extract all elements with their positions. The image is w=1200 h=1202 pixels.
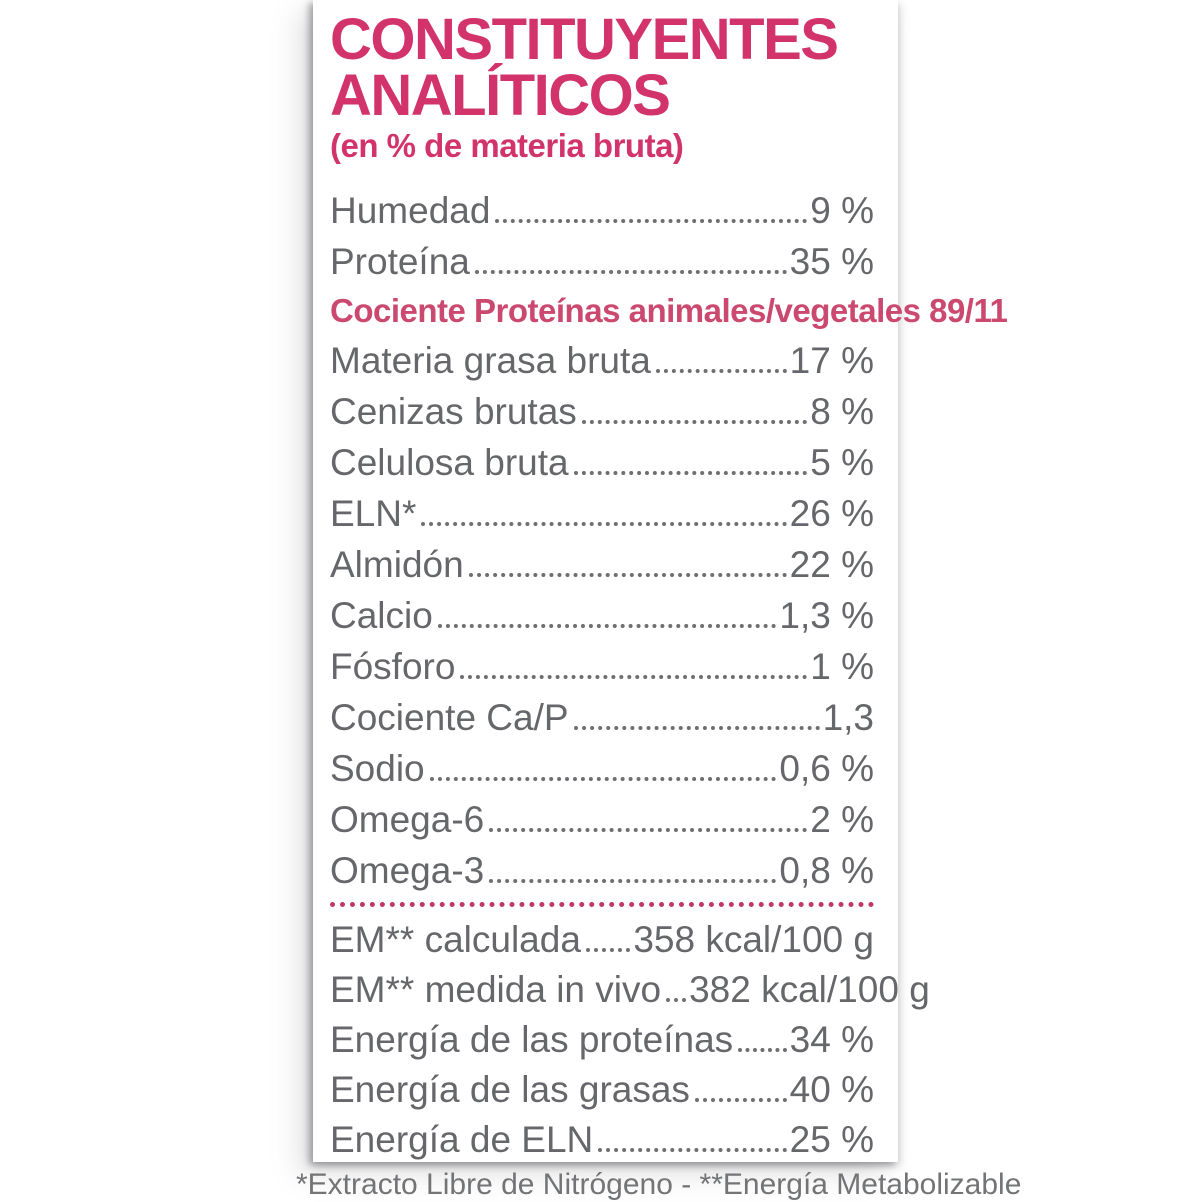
analytical-constituents-panel <box>313 0 1008 1162</box>
row-value: 0,6 % <box>779 748 874 789</box>
analysis-row <box>330 748 874 790</box>
dotted-leader <box>656 369 787 373</box>
dotted-leader <box>582 420 807 424</box>
dotted-leader <box>438 624 777 628</box>
rows-group-energy <box>330 919 930 1161</box>
protein-ratio-note: Cociente Proteínas animales/vegetales 89/11 <box>330 292 1008 329</box>
analysis-row <box>330 1019 874 1061</box>
row-label: Calcio <box>330 595 433 636</box>
dotted-leader <box>574 471 808 475</box>
analysis-row <box>330 1069 874 1111</box>
row-value: 5 % <box>810 442 874 483</box>
row-label: Sodio <box>330 748 425 789</box>
row-label: Celulosa bruta <box>330 442 569 483</box>
row-label: EM** medida in vivo <box>330 969 662 1010</box>
analysis-row <box>330 595 874 637</box>
row-label: Omega-6 <box>330 799 485 840</box>
analysis-row <box>330 697 874 739</box>
analysis-row <box>330 190 874 232</box>
page-title <box>330 7 874 128</box>
dotted-leader <box>738 1048 787 1052</box>
row-label: Humedad <box>330 190 491 231</box>
analysis-row <box>330 544 874 586</box>
page-title-line1: CONSTITUYENTES <box>330 7 838 72</box>
analysis-row <box>330 391 874 433</box>
row-label: Energía de ELN <box>330 1119 594 1160</box>
row-label: Cociente Ca/P <box>330 697 569 738</box>
row-value: 2 % <box>810 799 874 840</box>
analysis-row <box>330 340 874 382</box>
dotted-leader <box>460 675 807 679</box>
row-value: 358 kcal/100 g <box>633 919 874 960</box>
analysis-row <box>330 969 930 1011</box>
dotted-leader <box>489 879 776 883</box>
analysis-row <box>330 1119 874 1161</box>
row-label: Energía de las proteínas <box>330 1019 734 1060</box>
row-label: Energía de las grasas <box>330 1069 690 1110</box>
row-value: 22 % <box>789 544 874 585</box>
row-label: Omega-3 <box>330 850 485 891</box>
row-value: 35 % <box>789 241 874 282</box>
rows-group-main <box>330 340 874 892</box>
row-value: 0,8 % <box>779 850 874 891</box>
dotted-leader <box>421 522 786 526</box>
row-value: 17 % <box>789 340 874 381</box>
analysis-row <box>330 442 874 484</box>
dotted-leader <box>469 573 787 577</box>
row-label: Proteína <box>330 241 470 282</box>
row-value: 40 % <box>789 1069 874 1110</box>
row-value: 9 % <box>810 190 874 231</box>
dotted-leader <box>598 1148 786 1152</box>
analysis-row <box>330 493 874 535</box>
row-value: 34 % <box>789 1019 874 1060</box>
row-value: 1,3 <box>822 697 874 738</box>
row-value: 1 % <box>810 646 874 687</box>
row-value: 26 % <box>789 493 874 534</box>
row-label: Fósforo <box>330 646 456 687</box>
row-label: ELN* <box>330 493 417 534</box>
analysis-row <box>330 799 874 841</box>
dotted-leader <box>666 998 686 1002</box>
dotted-leader <box>430 777 777 781</box>
row-value: 1,3 % <box>779 595 874 636</box>
dotted-leader <box>574 726 820 730</box>
footnote: *Extracto Libre de Nitrógeno - **Energía Metabolizable <box>296 1168 1022 1201</box>
analysis-row <box>330 646 874 688</box>
row-value: 25 % <box>789 1119 874 1160</box>
page-subtitle: (en % de materia bruta) <box>330 127 684 164</box>
page-title-line2: ANALÍTICOS <box>330 63 670 128</box>
dotted-leader <box>495 219 807 223</box>
row-label: Materia grasa bruta <box>330 340 651 381</box>
analysis-row <box>330 919 874 961</box>
row-label: EM** calculada <box>330 919 581 960</box>
dotted-leader <box>586 948 630 952</box>
pink-dotted-divider <box>330 902 874 907</box>
row-value: 8 % <box>810 391 874 432</box>
rows-group-top <box>330 190 874 283</box>
analysis-row <box>330 241 874 283</box>
analysis-row <box>330 850 874 892</box>
row-label: Almidón <box>330 544 464 585</box>
row-label: Cenizas brutas <box>330 391 577 432</box>
row-value: 382 kcal/100 g <box>689 969 930 1010</box>
dotted-leader <box>695 1098 787 1102</box>
dotted-leader <box>475 270 787 274</box>
dotted-leader <box>489 828 807 832</box>
